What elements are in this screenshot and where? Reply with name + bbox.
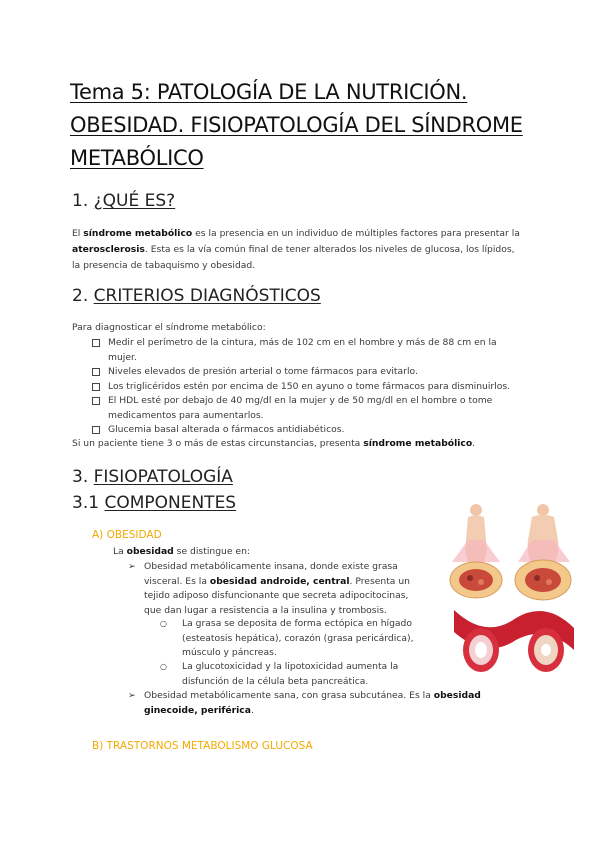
bold-term: obesidad: [126, 546, 174, 557]
text-run: . Presenta un tejido adiposo disfuncionante que secreta adipocitocinas, que dan lugar a resistencia a la insulina y trombosis.: [144, 575, 411, 616]
section-number: 2.: [72, 286, 89, 306]
section-heading-que-es: [72, 191, 175, 211]
text-run: .: [250, 704, 254, 716]
bold-term: aterosclerosis: [72, 244, 145, 255]
section-number: 3.: [72, 467, 89, 487]
bold-term: obesidad androide, central: [209, 575, 350, 587]
circle-list-item: [160, 617, 430, 661]
checkbox-icon[interactable]: [92, 383, 100, 391]
bold-term: síndrome metabólico: [83, 228, 193, 239]
circle-bullet-icon: ○: [160, 662, 167, 671]
section-heading-criterios: [72, 286, 321, 306]
section-title: ¿QUÉ ES?: [93, 191, 176, 211]
list-item: [92, 380, 512, 395]
text-run: Obesidad metabólicamente insana, donde existe grasa visceral. Es la: [144, 561, 398, 587]
list-item-text: El HDL esté por debajo de 40 mg/dl en la mujer y de 50 mg/dl en el hombre o tome medicamentos para aumentarlos.: [108, 395, 493, 421]
checkbox-icon[interactable]: [92, 368, 100, 376]
bold-term: obesidad ginecoide, periférica: [144, 690, 481, 716]
section-title: COMPONENTES: [104, 493, 237, 513]
list-item-text: Medir el perímetro de la cintura, más de 102 cm en el hombre y más de 88 cm en la mujer.: [108, 337, 497, 363]
list-item: [92, 336, 512, 365]
text-run: es la presencia en un individuo de múltiples factores para presentar la: [192, 228, 520, 239]
list-item-text: Los triglicéridos estén por encima de 150 en ayuno o tome fármacos para disminuirlos.: [108, 380, 511, 392]
arrow-bullet-icon: ➢: [128, 690, 136, 701]
text-run: .: [472, 438, 476, 449]
que-es-paragraph: [72, 226, 522, 274]
artery-icon: [454, 610, 574, 672]
section-number: 1.: [72, 191, 89, 211]
abdominal-section-icon: [515, 560, 571, 600]
checkbox-icon[interactable]: [92, 426, 100, 434]
list-item: [92, 365, 512, 380]
subsection-glucosa: B) TRASTORNOS METABOLISMO GLUCOSA: [92, 740, 313, 752]
list-item-text: Glucemia basal alterada o fármacos antidiabéticos.: [108, 424, 345, 435]
section-title: FISIOPATOLOGÍA: [93, 467, 233, 487]
obesidad-intro: [113, 546, 250, 557]
arrow-item-text: [144, 689, 523, 718]
list-item: [92, 394, 512, 423]
criterios-outro: [72, 436, 522, 452]
arrow-list-item: [128, 560, 428, 618]
subsection-obesidad: A) OBESIDAD: [92, 529, 162, 541]
obesity-illustration: [446, 500, 581, 680]
list-item-text: Niveles elevados de presión arterial o tome fármacos para evitarlo.: [108, 366, 418, 377]
text-run: se distingue en:: [173, 546, 250, 557]
text-run: La: [113, 546, 127, 557]
section-heading-fisiopatologia: [72, 467, 233, 487]
criterios-intro: Para diagnosticar el síndrome metabólico:: [72, 322, 266, 333]
text-run: Obesidad metabólicamente sana, con grasa subcutánea. Es la: [144, 690, 434, 701]
checkbox-icon[interactable]: [92, 339, 100, 347]
circle-item-text: La glucotoxicidad y la lipotoxicidad aumenta la disfunción de la célula beta pancreática.: [182, 661, 399, 687]
circle-bullet-icon: ○: [160, 619, 167, 628]
text-run: El: [72, 228, 84, 239]
text-run: . Esta es la vía común final de tener alterados los niveles de glucosa, los lípidos, la presencia de tabaquismo y obesidad.: [72, 244, 515, 271]
bold-term: síndrome metabólico: [363, 438, 473, 449]
criterios-checklist: [92, 336, 512, 438]
section-heading-componentes: [72, 493, 236, 513]
circle-list-item: [160, 660, 430, 689]
section-title: CRITERIOS DIAGNÓSTICOS: [93, 286, 321, 306]
arrow-item-text: [144, 560, 428, 618]
abdominal-section-icon: [450, 562, 502, 598]
text-run: Si un paciente tiene 3 o más de estas circunstancias, presenta: [72, 438, 364, 449]
circle-item-text: La grasa se deposita de forma ectópica en hígado (esteatosis hepática), corazón (grasa pericárdica), músculo y páncreas.: [182, 618, 414, 658]
checkbox-icon[interactable]: [92, 397, 100, 405]
section-number: 3.1: [72, 493, 100, 513]
arrow-bullet-icon: ➢: [128, 561, 136, 572]
page-title: Tema 5: PATOLOGÍA DE LA NUTRICIÓN. OBESIDAD. FISIOPATOLOGÍA DEL SÍNDROME METABÓLICO: [70, 80, 523, 170]
arrow-list-item: [128, 689, 523, 718]
